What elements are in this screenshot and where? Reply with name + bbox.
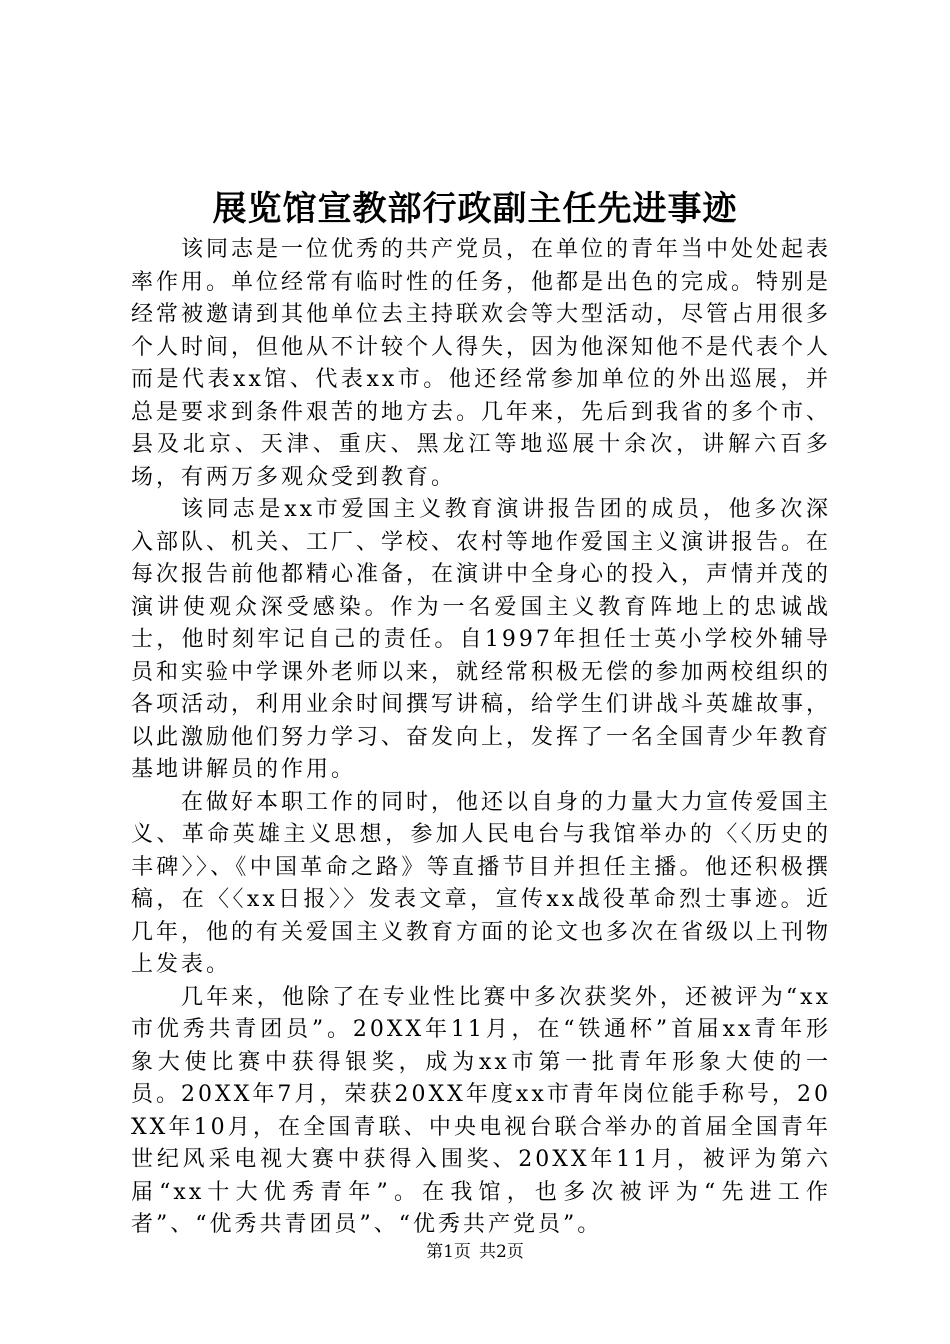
page-number-total: 共2页 bbox=[479, 1242, 524, 1262]
page-number-current: 第1页 bbox=[426, 1242, 471, 1262]
paragraph-1: 该同志是一位优秀的共产党员，在单位的青年当中处处起表率作用。单位经常有临时性的任务，他都是出色的完成。特别是经常被邀请到其他单位去主持联欢会等大型活动，尽管占用很多个人时间，但他从不计较个人得失，因为他深知他不是代表个人而是代表xx馆、代表xx市。他还经常参加单位的外出巡展，并总是要求到条件艰苦的地方去。几年来，先后到我省的多个市、县及北京、天津、重庆、黑龙江等地巡展十余次，讲解六百多场，有两万多观众受到教育。 bbox=[131, 237, 832, 490]
document-title: 展览馆宣教部行政副主任先进事迹 bbox=[212, 189, 738, 229]
paragraph-4: 几年来，他除了在专业性比赛中多次获奖外，还被评为“xx市优秀共青团员”。20XX年11月，在“铁通杯”首届xx青年形象大使比赛中获得银奖，成为xx市第一批青年形象大使的一员。20XX年7月，荣获20XX年度xx市青年岗位能手称号，20XX年10月，在全国青联、中央电视台联合举办的首届全国青年世纪风采电视大赛中获得入围奖、20XX年11月，被评为第六届“xx十大优秀青年”。在我馆，也多次被评为“先进工作者”、“优秀共青团员”、“优秀共产党员”。 bbox=[131, 984, 831, 1237]
document-body bbox=[131, 234, 831, 1242]
paragraph-2: 该同志是xx市爱国主义教育演讲报告团的成员，他多次深入部队、机关、工厂、学校、农村等地作爱国主义演讲报告。在每次报告前他都精心准备，在演讲中全身心的投入，声情并茂的演讲使观众深受感染。作为一名爱国主义教育阵地上的忠诚战士，他时刻牢记自己的责任。自1997年担任士英小学校外辅导员和实验中学课外老师以来，就经常积极无偿的参加两校组织的各项活动，利用业余时间撰写讲稿，给学生们讲战斗英雄故事，以此激励他们努力学习、奋发向上，发挥了一名全国青少年教育基地讲解员的作用。 bbox=[131, 497, 832, 782]
page-footer bbox=[0, 1240, 950, 1264]
paragraph-3: 在做好本职工作的同时，他还以自身的力量大力宣传爱国主义、革命英雄主义思想，参加人民电台与我馆举办的〈〈历史的丰碑〉〉、《中国革命之路》等直播节目并担任主播。他还积极撰稿，在〈〈xx日报〉〉发表文章，宣传xx战役革命烈士事迹。近几年，他的有关爱国主义教育方面的论文也多次在省级以上刊物上发表。 bbox=[131, 789, 832, 977]
